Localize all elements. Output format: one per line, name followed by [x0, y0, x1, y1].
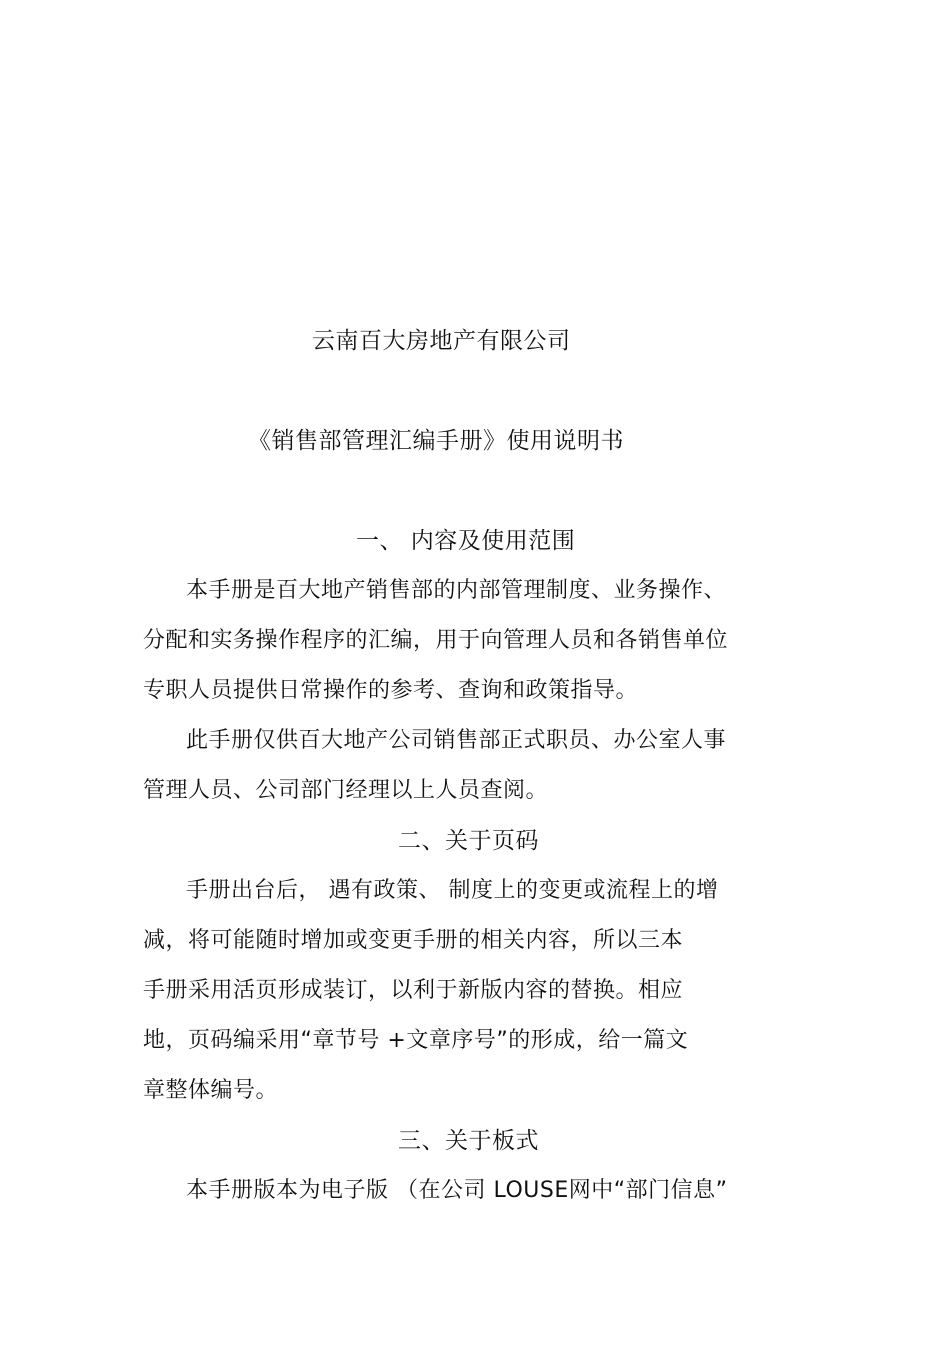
section-2-heading: 二、关于页码 [398, 828, 539, 854]
section-1-line-5: 管理人员、公司部门经理以上人员查阅。 [143, 778, 549, 803]
section-3-heading: 三、关于板式 [398, 1128, 539, 1154]
section-2-line-3: 手册采用活页形成装订，以利于新版内容的替换。相应 [143, 978, 684, 1003]
section-1-line-2: 分配和实务操作程序的汇编，用于向管理人员和各销售单位 [143, 628, 729, 653]
document-title: 《销售部管理汇编手册》使用说明书 [248, 428, 624, 454]
section-1-line-3: 专职人员提供日常操作的参考、查询和政策指导。 [143, 678, 639, 703]
section-2-line-5: 章整体编号。 [143, 1078, 279, 1103]
section-1-line-4: 此手册仅供百大地产公司销售部正式职员、办公室人事 [186, 728, 727, 753]
section-2-line-1: 手册出台后， 遇有政策、 制度上的变更或流程上的增 [186, 878, 719, 903]
section-2-line-4: 地，页码编采用“章节号 +文章序号”的形成，给一篇文 [143, 1028, 689, 1053]
section-1-line-1: 本手册是百大地产销售部的内部管理制度、业务操作、 [186, 578, 727, 603]
section-2-line-2: 减，将可能随时增加或变更手册的相关内容，所以三本 [143, 928, 684, 953]
section-1-heading: 一、 内容及使用范围 [356, 528, 576, 554]
section-3-line-1: 本手册版本为电子版 （在公司 LOUSE网中“部门信息” [186, 1178, 728, 1203]
company-name: 云南百大房地产有限公司 [312, 328, 571, 354]
